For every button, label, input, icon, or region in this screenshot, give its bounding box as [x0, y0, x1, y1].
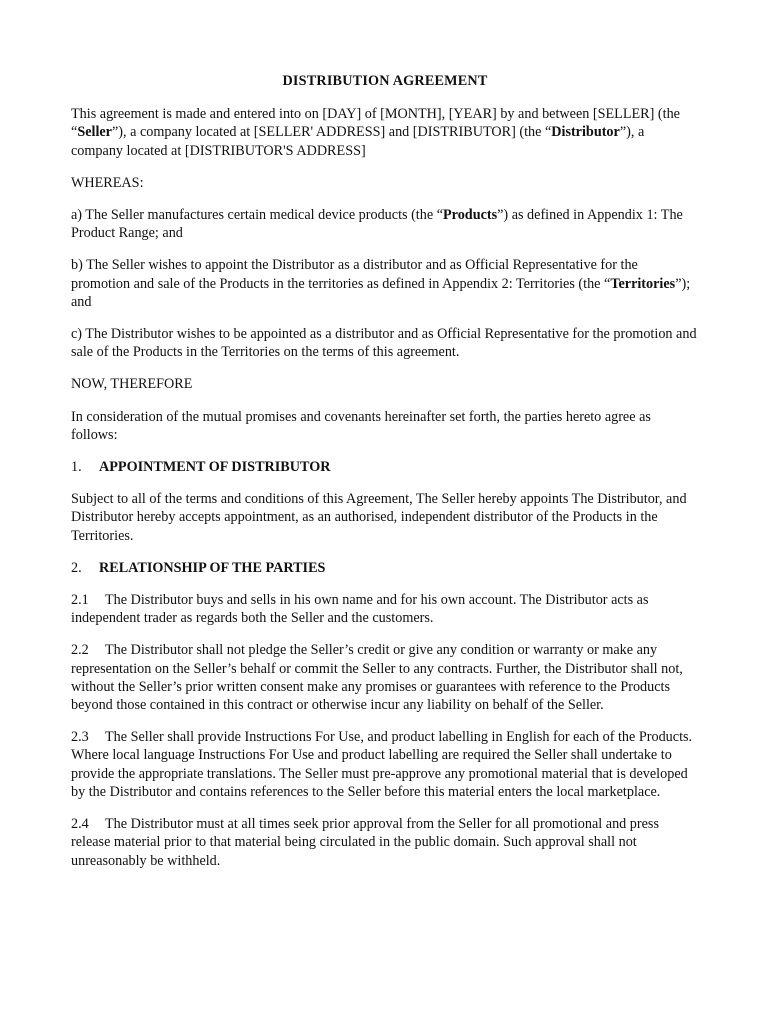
whereas-heading: WHEREAS:	[71, 174, 144, 191]
clause-2-1	[71, 591, 699, 627]
consideration-paragraph: In consideration of the mutual promises and covenants hereinafter set forth, the parties hereto agree as follows:	[71, 408, 651, 443]
section-2-heading	[71, 559, 699, 577]
recital-b-text-2: ”); and	[71, 275, 691, 310]
now-therefore: NOW, THEREFORE	[71, 376, 193, 393]
clause-2-3	[71, 728, 699, 801]
document-page	[71, 72, 699, 884]
recital-c: c) The Distributor wishes to be appointed as a distributor and as Official Representative for the promotion and sale of the Products in the Territories on the terms of this agreement.	[71, 326, 697, 361]
clause-2-4-number: 2.4	[71, 816, 89, 833]
clause-2-2-text: The Distributor shall not pledge the Seller’s credit or give any condition or warranty or make any representation on the Seller’s behalf or commit the Seller to any contracts. Further, the Distributor shall not, without the Seller’s prior written consent make any promises or guarantees with reference to the Products beyond those contained in this contract or otherwise incur any liability on behalf of the Seller.	[71, 642, 683, 714]
section-1-heading	[71, 458, 699, 476]
recital-a-text-2: ”) as defined in Appendix 1: The Product Range; and	[71, 207, 683, 242]
document-title: DISTRIBUTION AGREEMENT	[282, 73, 488, 89]
section-1-number: 1.	[71, 459, 82, 476]
clause-2-3-text: The Seller shall provide Instructions For Use, and product labelling in English for each of the Products. Where local language Instructions For Use and product labelling are required the Seller shall undertake to provide the appropriate translations. The Seller must pre-approve any promotional material that is developed by the Distributor and contains references to the Seller before this material enters the local marketplace.	[71, 729, 693, 800]
section-1-body: Subject to all of the terms and conditions of this Agreement, The Seller hereby appoints The Distributor, and Distributor hereby accepts appointment, as an authorised, independent distributor of the Products in the Territories.	[71, 491, 687, 544]
recital-a-text-1: a) The Seller manufactures certain medical device products (the “	[71, 207, 443, 224]
recital-b-text-1: b) The Seller wishes to appoint the Distributor as a distributor and as Official Representative for the promotion and sale of the Products in the territories as defined in Appendix 2: Territories (the “	[71, 257, 638, 292]
distributor-defined-term: Distributor	[551, 124, 620, 141]
clause-2-4	[71, 815, 699, 870]
clause-2-4-text: The Distributor must at all times seek prior approval from the Seller for all promotional and press release material prior to that material being circulated in the public domain. Such approval shall not unreasonably be withheld.	[71, 816, 659, 869]
clause-2-3-number: 2.3	[71, 729, 89, 746]
section-2-title: RELATIONSHIP OF THE PARTIES	[99, 559, 326, 576]
clause-2-2	[71, 641, 699, 714]
products-defined-term: Products	[443, 207, 498, 224]
clause-2-1-number: 2.1	[71, 592, 89, 609]
clause-2-1-text: The Distributor buys and sells in his own name and for his own account. The Distributor acts as independent trader as regards both the Seller and the customers.	[71, 592, 649, 627]
seller-defined-term: Seller	[77, 124, 112, 141]
recital-a	[71, 206, 699, 242]
section-1-title: APPOINTMENT OF DISTRIBUTOR	[99, 459, 331, 476]
intro-text-2: ”), a company located at [SELLER' ADDRESS] and [DISTRIBUTOR] (the “	[111, 124, 552, 141]
intro-text-1: This agreement is made and entered into on [DAY] of [MONTH], [YEAR] by and between [SELLER] (the “	[71, 106, 680, 141]
territories-defined-term: Territories	[610, 275, 676, 292]
intro-text-3: ”), a company located at [DISTRIBUTOR'S ADDRESS]	[71, 124, 645, 159]
recital-b	[71, 256, 699, 311]
section-2-number: 2.	[71, 559, 82, 576]
intro-paragraph	[71, 105, 699, 160]
clause-2-2-number: 2.2	[71, 642, 89, 659]
